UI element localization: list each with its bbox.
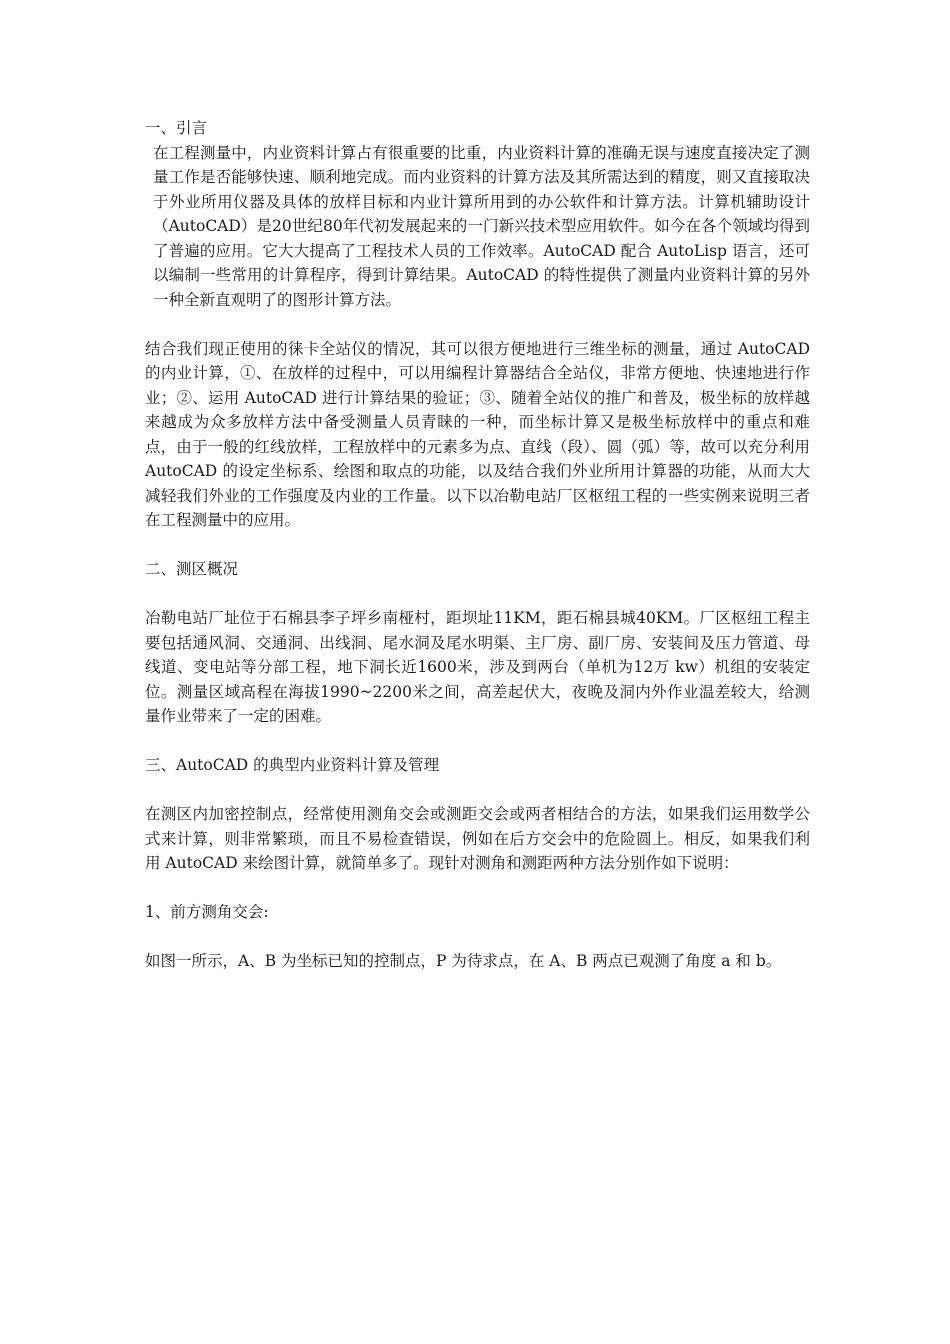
control-points-paragraph: 在测区内加密控制点，经常使用测角交会或测距交会或两者相结合的方法，如果我们运用数学公式来计算，则非常繁琐，而且不易检查错误，例如在后方交会中的危险圆上。相反，如果我们利用 AutoCAD 来绘图计算，就简单多了。现针对测角和测距两种方法分别作如下说明： xyxy=(145,805,810,872)
paragraph-spacer xyxy=(145,533,810,558)
section-heading-intro: 一、引言 xyxy=(145,119,208,137)
paragraph-spacer xyxy=(145,925,810,950)
intro-paragraph: 在工程测量中，内业资料计算占有很重要的比重，内业资料计算的准确无误与速度直接决定了测量工作是否能够快速、顺利地完成。而内业资料的计算方法及其所需达到的精度，则又直接取决于外业所用仪器及具体的放样目标和内业计算所用到的办公软件和计算方法。计算机辅助设计（AutoCAD）是20世纪80年代初发展起来的一门新兴技术型应用软件。如今在各个领域均得到了普遍的应用。它大大提高了工程技术人员的工作效率。AutoCAD 配合 AutoLisp 语言，还可以编制一些常用的计算程序，得到计算结果。AutoCAD 的特性提供了测量内业资料计算的另外一种全新直观明了的图形计算方法。 xyxy=(153,143,810,309)
subheading-forward-intersection: 1、前方测角交会: xyxy=(145,903,269,921)
document-body xyxy=(145,116,810,974)
total-station-paragraph: 结合我们现正使用的徕卡全站仪的情况，其可以很方便地进行三维坐标的测量，通过 AutoCAD 的内业计算，①、在放样的过程中，可以用编程计算器结合全站仪，非常方便地、快速地进行作业；②、运用 AutoCAD 进行计算结果的验证；③、随着全站仪的推广和普及，极坐标的放样越来越成为众多放样方法中备受测量人员青睐的一种，而坐标计算又是极坐标放样中的重点和难点，由于一般的红线放样，工程放样中的元素多为点、直线（段）、圆（弧）等，故可以充分利用 AutoCAD 的设定坐标系、绘图和取点的功能，以及结合我们外业所用计算器的功能，从而大大减轻我们外业的工作强度及内业的工作量。以下以冶勒电站厂区枢纽工程的一些实例来说明三者在工程测量中的应用。 xyxy=(145,339,810,529)
section-heading-survey-area: 二、测区概况 xyxy=(145,560,239,578)
survey-area-paragraph: 冶勒电站厂址位于石棉县李子坪乡南桠村，距坝址11KM，距石棉县城40KM。厂区枢纽工程主要包括通风洞、交通洞、出线洞、尾水洞及尾水明渠、主厂房、副厂房、安装间及压力管道、母线道、变电站等分部工程，地下洞长近1600米，涉及到两台（单机为12万 kw）机组的安装定位。测量区域高程在海拔1990~2200米之间，高差起伏大，夜晚及洞内外作业温差较大，给测量作业带来了一定的困难。 xyxy=(145,609,810,725)
paragraph-spacer xyxy=(145,312,810,337)
figure-one-paragraph: 如图一所示，A、B 为坐标已知的控制点，P 为待求点，在 A、B 两点已观测了角度 a 和 b。 xyxy=(145,952,782,970)
paragraph-spacer xyxy=(145,876,810,901)
section-heading-autocad: 三、AutoCAD 的典型内业资料计算及管理 xyxy=(145,756,440,774)
paragraph-spacer xyxy=(145,582,810,607)
paragraph-spacer xyxy=(145,729,810,754)
paragraph-spacer xyxy=(145,778,810,803)
